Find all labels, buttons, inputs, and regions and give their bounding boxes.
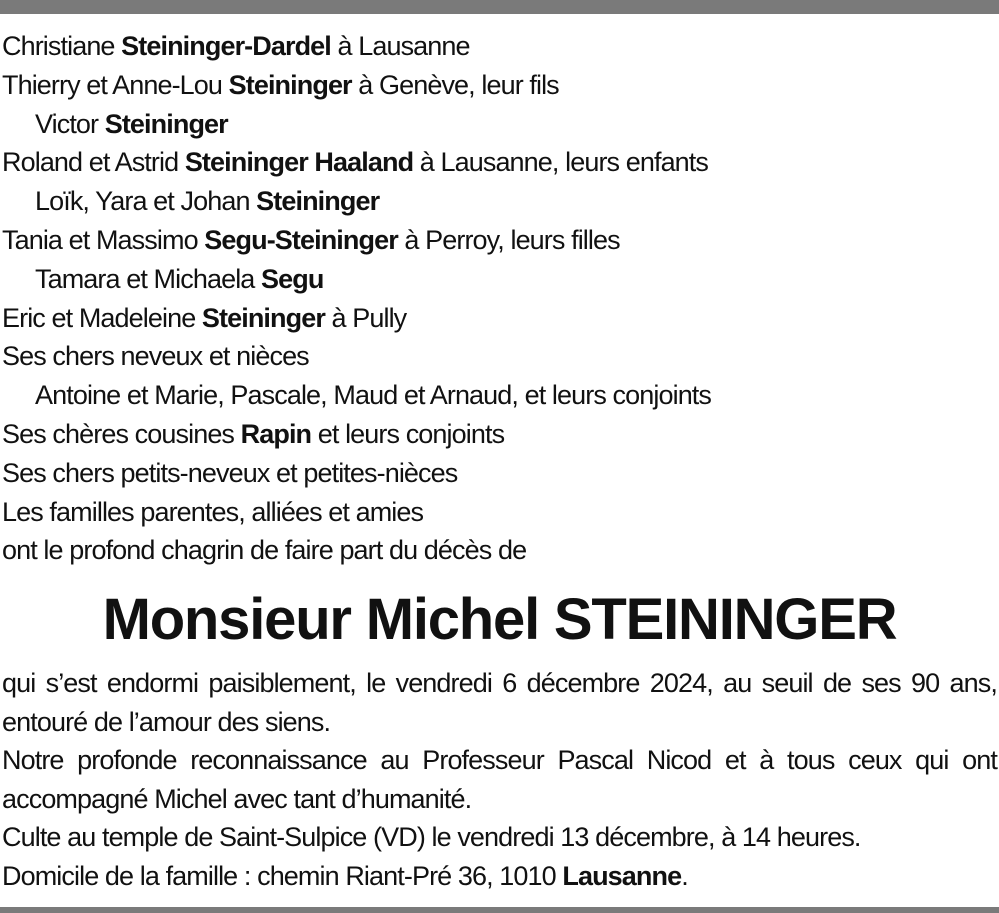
family-line-text: Ses chères cousines [2, 418, 241, 449]
family-line [2, 337, 992, 376]
family-line-text: Roland et Astrid [2, 147, 185, 178]
family-line-text: à Genève, leur fils [351, 69, 559, 100]
family-list [2, 27, 992, 570]
family-name-bold: Rapin [240, 418, 312, 449]
family-line-text: Tania et Massimo [2, 224, 205, 255]
domicile-paragraph [2, 857, 997, 896]
family-line-text: Christiane [2, 31, 122, 61]
family-line [2, 376, 992, 415]
family-line-text: Eric et Madeleine [2, 302, 202, 333]
family-line-text: Tamara et Michaela [35, 263, 262, 294]
family-line-text: à Pully [324, 302, 407, 333]
family-line-text: Victor [35, 108, 105, 139]
family-line-text: à Lausanne, leurs enfants [413, 147, 708, 178]
deceased-name: Monsieur Michel STEININGER [102, 587, 897, 652]
family-line-text: Antoine et Marie, Pascale, Maud et Arnaud, et leurs conjoints [35, 380, 712, 411]
family-name-bold: Steininger [228, 69, 352, 100]
family-line [2, 105, 992, 144]
service-paragraph: Culte au temple de Saint-Sulpice (VD) le vendredi 13 décembre, à 14 heures. [2, 822, 861, 852]
family-name-bold: Segu-Steininger [204, 224, 398, 255]
family-name-bold: Steininger [104, 108, 228, 139]
family-line [2, 66, 992, 105]
family-name-bold: Segu [261, 263, 324, 294]
family-line [2, 493, 992, 532]
domicile-punctuation: . [681, 860, 688, 891]
family-line [2, 299, 992, 338]
passing-paragraph: qui s’est endormi paisiblement, le vendredi 6 décembre 2024, au seuil de ses 90 ans, entouré de l’amour des siens. [2, 668, 997, 737]
family-line-text: à Perroy, leurs filles [397, 224, 620, 255]
thanks-paragraph: Notre profonde reconnaissance au Professeur Pascal Nicod et à tous ceux qui ont accompagné Michel avec tant d’humanité. [2, 745, 997, 814]
family-line [2, 260, 992, 299]
family-line [2, 454, 992, 493]
family-line-text: Ses chers petits-neveux et petites-nièces [2, 457, 458, 488]
family-line-text: Thierry et Anne-Lou [2, 69, 229, 100]
domicile-text: Domicile de la famille : chemin Riant-Pré 36, 1010 [2, 860, 563, 891]
family-name-bold: Steininger-Dardel [121, 31, 331, 61]
family-name-bold: Steininger [256, 186, 380, 217]
announcement-line [2, 531, 992, 570]
family-line [2, 27, 992, 66]
family-name-bold: Steininger [201, 302, 325, 333]
domicile-city: Lausanne [562, 860, 682, 891]
family-line-text: à Lausanne [330, 31, 470, 61]
family-line [2, 221, 992, 260]
family-line-text: Loïk, Yara et Johan [35, 186, 257, 217]
family-line [2, 143, 992, 182]
notice-body [2, 664, 997, 895]
family-line-text: ont le profond chagrin de faire part du décès de [2, 535, 527, 566]
family-line-text: et leurs conjoints [311, 418, 505, 449]
top-rule [0, 0, 999, 14]
family-line [2, 182, 992, 221]
bottom-rule [0, 907, 999, 913]
family-line [2, 415, 992, 454]
family-line-text: Les familles parentes, alliées et amies [2, 496, 424, 527]
family-line-text: Ses chers neveux et nièces [2, 341, 309, 372]
family-name-bold: Steininger Haaland [184, 147, 414, 178]
